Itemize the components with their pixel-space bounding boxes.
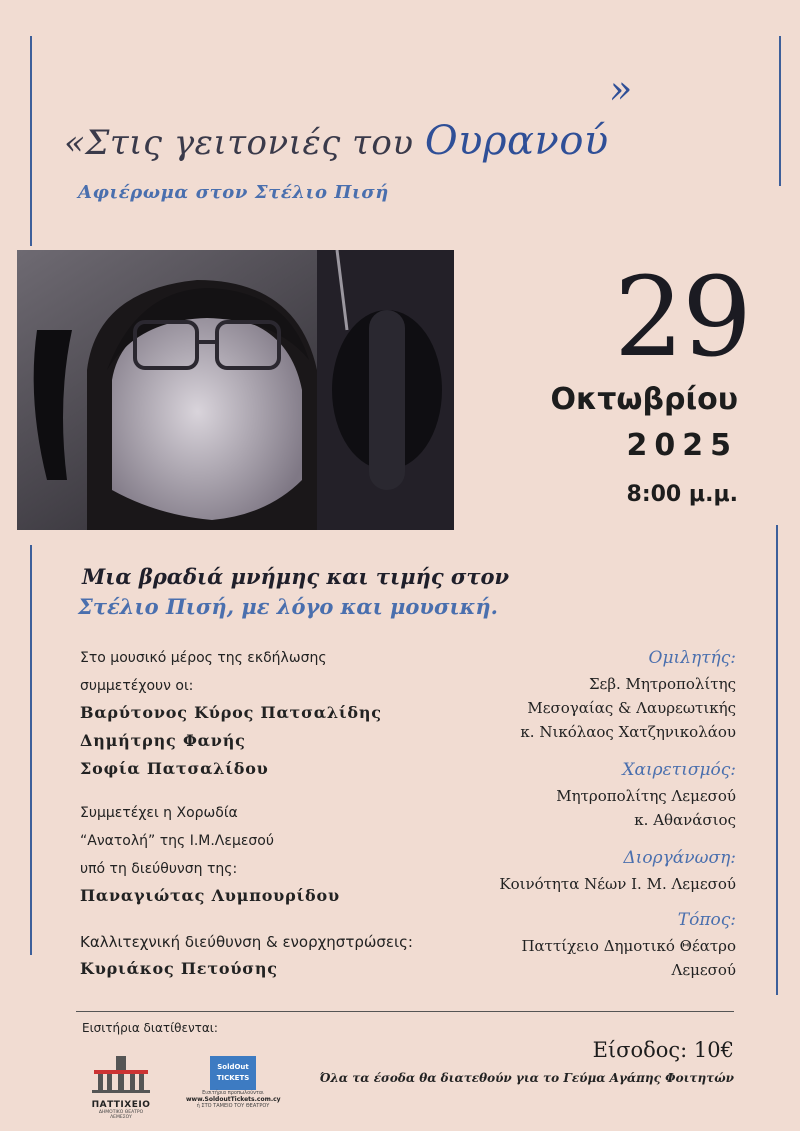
- tagline-line1: Μια βραδιά μνήμης και τιμής στον: [82, 564, 510, 589]
- greeting-line: Μητροπολίτης Λεμεσού: [556, 787, 736, 805]
- tickets-label: Εισιτήρια διατίθενται:: [82, 1021, 218, 1035]
- venue-line: Παττίχειο Δημοτικό Θέατρο: [521, 937, 736, 955]
- theatre-logo-sub: ΔΗΜΟΤΙΚΟ ΘΕΑΤΡΟ: [98, 1110, 144, 1115]
- decorative-line-left-bottom: [30, 545, 32, 955]
- choir-conductor: Παναγιώτας Λυμπουρίδου: [80, 886, 340, 905]
- choir-line3: υπό τη διεύθυνση της:: [80, 861, 238, 877]
- title-open-quote: «: [64, 123, 86, 163]
- venue-line: Λεμεσού: [671, 961, 736, 979]
- greeting-line: κ. Αθανάσιος: [634, 811, 736, 829]
- soldout-line1: SoldOut: [217, 1063, 249, 1071]
- entry-price: Είσοδος: 10€: [592, 1038, 734, 1062]
- soldout-tickets-badge: [210, 1056, 256, 1090]
- divider: [76, 1011, 734, 1012]
- title-main: Στις γειτονιές του: [85, 123, 414, 163]
- title-highlight: Ουρανού: [424, 118, 609, 164]
- organizer-line: Κοινότητα Νέων Ι. Μ. Λεμεσού: [499, 875, 736, 893]
- tagline-line2: Στέλιο Πισή, με λόγο και μουσική.: [78, 594, 498, 619]
- event-year: 2025: [626, 428, 738, 463]
- venue-heading: Τόπος:: [677, 910, 736, 930]
- portrait-photo-icon: [17, 250, 454, 530]
- speaker-line: Σεβ. Μητροπολίτης: [588, 675, 736, 693]
- decorative-line-right-bottom: [776, 525, 778, 995]
- soldout-tickets-logo: [186, 1056, 280, 1110]
- artistic-direction-label: Καλλιτεχνική διεύθυνση & ενορχηστρώσεις:: [80, 933, 413, 951]
- music-intro-line1: Στο μουσικό μέρος της εκδήλωσης: [80, 650, 327, 666]
- soldout-small-text: Εισιτήρια προπωλούνται: [202, 1090, 264, 1096]
- soldout-line2: TICKETS: [216, 1074, 250, 1082]
- event-subtitle: Αφιέρωμα στον Στέλιο Πισή: [78, 182, 389, 203]
- event-title: [64, 65, 635, 164]
- performer-name: Δημήτρης Φανής: [80, 731, 246, 750]
- artistic-director-name: Κυριάκος Πετούσης: [80, 959, 278, 978]
- decorative-line-right-top: [779, 36, 781, 186]
- speaker-heading: Ομιλητής:: [648, 648, 736, 668]
- performer-name: Σοφία Πατσαλίδου: [80, 759, 269, 778]
- greeting-heading: Χαιρετισμός:: [622, 760, 736, 780]
- theatre-logo-sub: ΛΕΜΕΣΟΥ: [110, 1115, 132, 1121]
- event-day: 29: [614, 253, 750, 381]
- theatre-logo-icon: [88, 1052, 154, 1121]
- organizer-heading: Διοργάνωση:: [623, 848, 736, 868]
- performer-name: Βαρύτονος Κύρος Πατσαλίδης: [80, 703, 382, 722]
- soldout-url: www.SoldoutTickets.com.cy: [186, 1096, 281, 1104]
- choir-line1: Συμμετέχει η Χορωδία: [80, 805, 238, 821]
- event-time: 8:00 μ.μ.: [626, 482, 738, 507]
- theatre-logo-name: ΠΑΤΤΙΧΕΙΟ: [91, 1100, 151, 1110]
- speaker-line: Μεσογαίας & Λαυρεωτικής: [527, 699, 736, 717]
- proceeds-note: Όλα τα έσοδα θα διατεθούν για το Γεύμα Αγάπης Φοιτητών: [319, 1071, 734, 1085]
- music-intro-line2: συμμετέχουν οι:: [80, 678, 194, 694]
- choir-line2: “Ανατολή” της Ι.Μ.Λεμεσού: [80, 833, 274, 849]
- soldout-small-text: ή ΣΤΟ ΤΑΜΕΙΟ ΤΟΥ ΘΕΑΤΡΟΥ: [196, 1103, 270, 1110]
- title-close-quote: »: [606, 65, 635, 113]
- event-month: Οκτωβρίου: [550, 382, 738, 417]
- decorative-line-left-top: [30, 36, 32, 246]
- speaker-line: κ. Νικόλαος Χατζηνικολάου: [520, 723, 736, 741]
